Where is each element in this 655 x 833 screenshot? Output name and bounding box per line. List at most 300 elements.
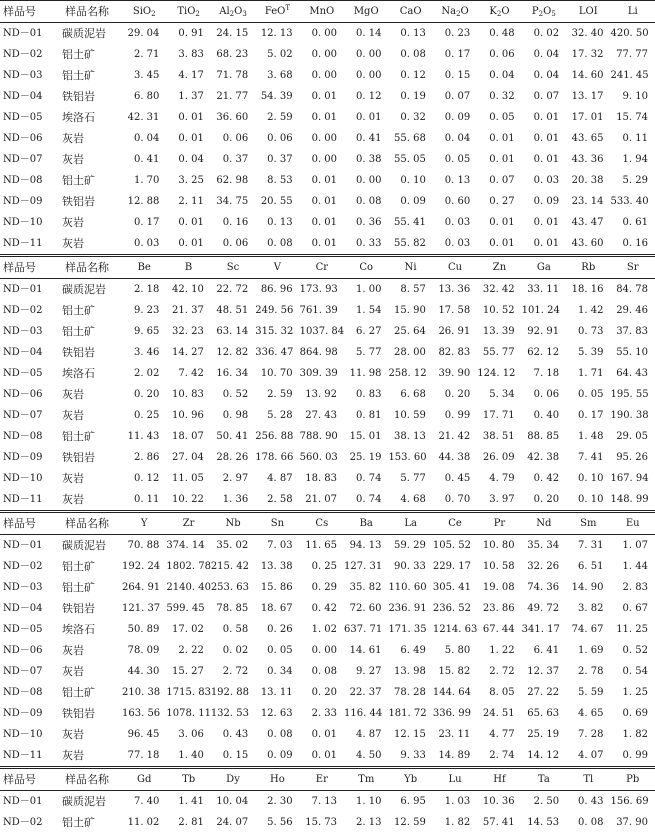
value-cell: 236. 91 bbox=[388, 603, 427, 614]
value-cell: 19. 08 bbox=[482, 582, 515, 593]
column-header: SiO$_2$ bbox=[122, 1, 166, 23]
value-cell: 84. 78 bbox=[616, 284, 648, 295]
value-cell: 2. 78 bbox=[578, 666, 604, 677]
sample-id: ND－05 bbox=[3, 368, 43, 379]
value-cell: 55. 10 bbox=[616, 347, 648, 358]
value-cell: 3. 45 bbox=[133, 70, 160, 81]
value-cell: 90. 33 bbox=[394, 561, 426, 572]
value-cell: 192. 24 bbox=[122, 561, 161, 572]
value-cell: 6. 27 bbox=[355, 326, 382, 337]
value-cell: 0. 01 bbox=[178, 133, 204, 144]
value-cell: 153. 60 bbox=[388, 452, 427, 463]
value-cell: 34. 75 bbox=[216, 196, 249, 207]
value-cell: 2. 30 bbox=[267, 796, 293, 807]
value-cell: 38. 13 bbox=[394, 431, 426, 442]
value-cell: 5. 39 bbox=[578, 347, 604, 358]
value-cell: 64. 43 bbox=[616, 368, 648, 379]
value-cell: 7. 40 bbox=[133, 796, 160, 807]
value-cell: 0. 05 bbox=[267, 645, 293, 656]
value-cell: 1. 41 bbox=[178, 796, 204, 807]
value-cell: 38. 51 bbox=[482, 431, 515, 442]
value-cell: 7. 41 bbox=[578, 452, 604, 463]
value-cell: 6. 51 bbox=[578, 561, 604, 572]
column-header: 样品号 bbox=[0, 1, 52, 23]
value-cell: 15. 86 bbox=[260, 582, 293, 593]
table-row bbox=[0, 65, 655, 86]
sample-id: ND－10 bbox=[3, 473, 43, 484]
value-cell: 67. 44 bbox=[482, 624, 515, 635]
value-cell: 0. 04 bbox=[178, 154, 204, 165]
value-cell: 101. 24 bbox=[521, 305, 560, 316]
value-cell: 35. 82 bbox=[349, 582, 382, 593]
value-cell: 374. 14 bbox=[166, 540, 205, 551]
column-header: Nb bbox=[211, 512, 255, 535]
value-cell: 68. 23 bbox=[216, 49, 249, 60]
value-cell: 13. 17 bbox=[571, 91, 604, 102]
value-cell: 49. 72 bbox=[527, 603, 560, 614]
value-cell: 42. 31 bbox=[127, 112, 160, 123]
value-cell: 0. 43 bbox=[578, 796, 604, 807]
sample-name: 铁铝岩 bbox=[62, 602, 95, 615]
table-row bbox=[0, 724, 655, 745]
value-cell: 2. 72 bbox=[489, 666, 515, 677]
column-header: Sn bbox=[255, 512, 299, 535]
value-cell: 32. 23 bbox=[172, 326, 204, 337]
value-cell: 533. 40 bbox=[610, 196, 649, 207]
sample-name: 铝土矿 bbox=[62, 816, 95, 829]
value-cell: 59. 29 bbox=[394, 540, 426, 551]
table-row bbox=[0, 703, 655, 724]
value-cell: 32. 42 bbox=[482, 284, 515, 295]
sample-id: ND－04 bbox=[3, 603, 43, 614]
column-header: Li bbox=[610, 1, 655, 23]
value-cell: 0. 01 bbox=[311, 217, 338, 228]
value-cell: 0. 91 bbox=[178, 28, 204, 39]
value-cell: 0. 01 bbox=[311, 91, 338, 102]
value-cell: 1037. 84 bbox=[299, 326, 345, 337]
value-cell: 25. 19 bbox=[349, 452, 382, 463]
value-cell: 15. 27 bbox=[172, 666, 204, 677]
value-cell: 88. 85 bbox=[527, 431, 560, 442]
column-header: Tm bbox=[344, 768, 388, 791]
value-cell: 78. 09 bbox=[127, 645, 160, 656]
value-cell: 28. 00 bbox=[394, 347, 426, 358]
value-cell: 124. 12 bbox=[477, 368, 516, 379]
sample-name: 铁铝岩 bbox=[62, 346, 95, 359]
value-cell: 178. 66 bbox=[255, 452, 294, 463]
sample-id: ND－08 bbox=[3, 687, 43, 698]
value-cell: 0. 01 bbox=[311, 238, 338, 249]
value-cell: 2. 71 bbox=[133, 49, 160, 60]
sample-id: ND－04 bbox=[3, 91, 43, 102]
column-header: Co bbox=[344, 256, 388, 279]
value-cell: 0. 03 bbox=[133, 238, 160, 249]
value-cell: 210. 38 bbox=[122, 687, 161, 698]
value-cell: 0. 09 bbox=[400, 196, 426, 207]
value-cell: 14. 61 bbox=[349, 645, 382, 656]
value-cell: 0. 99 bbox=[444, 410, 471, 421]
column-header: Hf bbox=[477, 768, 521, 791]
table-row bbox=[0, 212, 655, 233]
value-cell: 0. 41 bbox=[133, 154, 160, 165]
value-cell: 74. 67 bbox=[571, 624, 604, 635]
sample-name: 铝土矿 bbox=[62, 48, 95, 61]
value-cell: 78. 28 bbox=[394, 687, 426, 698]
value-cell: 0. 58 bbox=[222, 624, 249, 635]
value-cell: 0. 32 bbox=[400, 112, 426, 123]
column-header: B bbox=[166, 256, 210, 279]
value-cell: 35. 34 bbox=[527, 540, 560, 551]
table-row bbox=[0, 279, 655, 301]
value-cell: 43. 65 bbox=[571, 133, 604, 144]
header-row bbox=[0, 1, 655, 23]
sample-id: ND－11 bbox=[3, 750, 43, 761]
value-cell: 11. 25 bbox=[616, 624, 648, 635]
value-cell: 10. 04 bbox=[216, 796, 249, 807]
value-cell: 14. 89 bbox=[438, 750, 471, 761]
value-cell: 0. 99 bbox=[622, 750, 648, 761]
column-header: MnO bbox=[300, 1, 344, 23]
value-cell: 18. 83 bbox=[305, 473, 338, 484]
value-cell: 78. 85 bbox=[216, 603, 249, 614]
value-cell: 5. 80 bbox=[444, 645, 471, 656]
value-cell: 1. 54 bbox=[355, 305, 382, 316]
value-cell: 7. 13 bbox=[311, 796, 338, 807]
sample-id: ND－01 bbox=[3, 796, 43, 807]
value-cell: 0. 69 bbox=[622, 708, 648, 719]
value-cell: 1. 07 bbox=[622, 540, 648, 551]
sample-name: 碳质泥岩 bbox=[62, 539, 106, 552]
value-cell: 7. 03 bbox=[267, 540, 293, 551]
value-cell: 54. 39 bbox=[260, 91, 293, 102]
value-cell: 0. 01 bbox=[489, 133, 515, 144]
value-cell: 148. 99 bbox=[610, 494, 649, 505]
value-cell: 1. 37 bbox=[178, 91, 204, 102]
sample-id: ND－07 bbox=[3, 154, 43, 165]
value-cell: 0. 00 bbox=[355, 175, 382, 186]
sample-name: 铁铝岩 bbox=[62, 90, 95, 103]
value-cell: 5. 29 bbox=[622, 175, 648, 186]
value-cell: 0. 08 bbox=[400, 49, 426, 60]
sample-name: 埃洛石 bbox=[62, 111, 95, 124]
value-cell: 5. 34 bbox=[489, 389, 515, 400]
value-cell: 190. 38 bbox=[610, 410, 649, 421]
value-cell: 0. 70 bbox=[444, 494, 471, 505]
value-cell: 0. 38 bbox=[355, 154, 382, 165]
value-cell: 9. 27 bbox=[355, 666, 382, 677]
value-cell: 4. 87 bbox=[267, 473, 293, 484]
value-cell: 144. 64 bbox=[432, 687, 472, 698]
value-cell: 1802. 78 bbox=[166, 561, 211, 572]
value-cell: 92. 91 bbox=[527, 326, 560, 337]
value-cell: 77. 77 bbox=[616, 49, 648, 60]
value-cell: 0. 01 bbox=[533, 238, 560, 249]
sample-name: 铝土矿 bbox=[62, 174, 95, 187]
value-cell: 71. 78 bbox=[216, 70, 249, 81]
column-header: $Al_2O_3$ bbox=[211, 1, 255, 23]
table-row bbox=[0, 447, 655, 468]
value-cell: 42. 38 bbox=[527, 452, 560, 463]
value-cell: 9. 23 bbox=[133, 305, 160, 316]
column-header: Eu bbox=[610, 512, 655, 535]
value-cell: 0. 25 bbox=[133, 410, 160, 421]
value-cell: 24. 51 bbox=[482, 708, 515, 719]
value-cell: 44. 30 bbox=[127, 666, 160, 677]
value-cell: 15. 90 bbox=[394, 305, 426, 316]
value-cell: 256. 88 bbox=[255, 431, 294, 442]
value-cell: 173. 93 bbox=[299, 284, 338, 295]
sample-id: ND－02 bbox=[3, 49, 43, 60]
value-cell: 5. 02 bbox=[267, 49, 293, 60]
sample-name: 灰岩 bbox=[62, 216, 84, 229]
value-cell: 17. 32 bbox=[571, 49, 604, 60]
value-cell: 1. 94 bbox=[622, 154, 648, 165]
sample-name: 碳质泥岩 bbox=[62, 795, 106, 808]
value-cell: 171. 35 bbox=[388, 624, 427, 635]
subscript: 2 bbox=[496, 10, 502, 18]
value-cell: 3. 83 bbox=[178, 49, 204, 60]
sample-id: ND－06 bbox=[3, 645, 43, 656]
column-header: Gd bbox=[122, 768, 166, 791]
value-cell: 36. 60 bbox=[216, 112, 249, 123]
value-cell: 181. 72 bbox=[388, 708, 427, 719]
value-cell: 0. 74 bbox=[355, 473, 382, 484]
value-cell: 27. 04 bbox=[172, 452, 204, 463]
value-cell: 0. 73 bbox=[578, 326, 604, 337]
value-cell: 15. 73 bbox=[305, 817, 338, 828]
value-cell: 25. 19 bbox=[527, 729, 560, 740]
value-cell: 0. 19 bbox=[400, 91, 426, 102]
value-cell: 6. 41 bbox=[533, 645, 560, 656]
value-cell: 420. 50 bbox=[610, 28, 649, 39]
value-cell: 0. 67 bbox=[622, 603, 648, 614]
value-cell: 0. 00 bbox=[311, 645, 338, 656]
value-cell: 0. 00 bbox=[355, 49, 382, 60]
column-header: Zr bbox=[166, 512, 210, 535]
value-cell: 0. 27 bbox=[489, 196, 515, 207]
value-cell: 48. 51 bbox=[216, 305, 249, 316]
value-cell: 16. 34 bbox=[216, 368, 249, 379]
value-cell: 96. 45 bbox=[127, 729, 160, 740]
sample-name: 埃洛石 bbox=[62, 367, 95, 380]
value-cell: 1. 00 bbox=[355, 284, 382, 295]
value-cell: 0. 98 bbox=[222, 410, 249, 421]
column-header: Tb bbox=[166, 768, 210, 791]
value-cell: 0. 01 bbox=[311, 175, 338, 186]
value-cell: 2140. 40 bbox=[166, 582, 211, 593]
column-header: Cr bbox=[300, 256, 344, 279]
value-cell: 9. 10 bbox=[622, 91, 648, 102]
subscript: 2 bbox=[151, 10, 156, 18]
value-cell: 28. 26 bbox=[216, 452, 249, 463]
value-cell: 1214. 63 bbox=[432, 624, 478, 635]
subscript: 2 bbox=[538, 10, 544, 18]
value-cell: 0. 37 bbox=[267, 154, 293, 165]
value-cell: 10. 36 bbox=[482, 796, 515, 807]
value-cell: 0. 11 bbox=[622, 133, 648, 144]
value-cell: 10. 80 bbox=[482, 540, 515, 551]
value-cell: 132. 53 bbox=[210, 708, 249, 719]
column-header: Y bbox=[122, 512, 166, 535]
sample-id: ND－01 bbox=[3, 28, 43, 39]
value-cell: 1. 42 bbox=[578, 305, 604, 316]
value-cell: 62. 12 bbox=[527, 347, 560, 358]
value-cell: 10. 96 bbox=[172, 410, 204, 421]
table-row bbox=[0, 384, 655, 405]
table-row bbox=[0, 107, 655, 128]
value-cell: 12. 59 bbox=[394, 817, 426, 828]
column-header: Er bbox=[300, 768, 344, 791]
value-cell: 0. 36 bbox=[355, 217, 382, 228]
column-header: Cu bbox=[433, 256, 477, 279]
sample-id: ND－06 bbox=[3, 389, 43, 400]
value-cell: 12. 13 bbox=[260, 28, 293, 39]
sample-name: 碳质泥岩 bbox=[62, 27, 106, 40]
value-cell: 5. 56 bbox=[267, 817, 293, 828]
value-cell: 0. 42 bbox=[311, 603, 338, 614]
column-header: Ta bbox=[522, 768, 566, 791]
value-cell: 15. 74 bbox=[616, 112, 648, 123]
value-cell: 13. 38 bbox=[260, 561, 293, 572]
value-cell: 7. 28 bbox=[578, 729, 604, 740]
value-cell: 236. 52 bbox=[432, 603, 472, 614]
value-cell: 0. 04 bbox=[489, 70, 515, 81]
value-cell: 249. 56 bbox=[255, 305, 294, 316]
value-cell: 10. 83 bbox=[172, 389, 204, 400]
sample-id: ND－04 bbox=[3, 347, 43, 358]
value-cell: 110. 60 bbox=[388, 582, 427, 593]
value-cell: 215. 42 bbox=[210, 561, 249, 572]
value-cell: 32. 40 bbox=[571, 28, 604, 39]
sample-name: 铝土矿 bbox=[62, 581, 95, 594]
value-cell: 0. 03 bbox=[444, 238, 471, 249]
sample-name: 灰岩 bbox=[62, 665, 84, 678]
table-row bbox=[0, 682, 655, 703]
value-cell: 8. 57 bbox=[400, 284, 426, 295]
value-cell: 23. 11 bbox=[438, 729, 471, 740]
value-cell: 1. 70 bbox=[133, 175, 160, 186]
value-cell: 0. 34 bbox=[267, 666, 293, 677]
value-cell: 11. 98 bbox=[349, 368, 382, 379]
value-cell: 33. 11 bbox=[527, 284, 560, 295]
value-cell: 0. 45 bbox=[444, 473, 471, 484]
value-cell: 37. 90 bbox=[616, 817, 648, 828]
value-cell: 2. 11 bbox=[178, 196, 204, 207]
sample-name: 灰岩 bbox=[62, 388, 84, 401]
value-cell: 10. 59 bbox=[394, 410, 426, 421]
subscript: 2 bbox=[456, 10, 461, 18]
value-cell: 309. 39 bbox=[299, 368, 338, 379]
subscript: 5 bbox=[551, 10, 556, 18]
value-cell: 0. 20 bbox=[311, 687, 338, 698]
value-cell: 864. 98 bbox=[299, 347, 338, 358]
value-cell: 95. 26 bbox=[616, 452, 648, 463]
table-row bbox=[0, 233, 655, 254]
column-header: $P_2O_5$ bbox=[522, 1, 566, 23]
value-cell: 1. 82 bbox=[444, 817, 471, 828]
table-row bbox=[0, 170, 655, 191]
value-cell: 0. 33 bbox=[355, 238, 382, 249]
column-header: 样品号 bbox=[0, 256, 52, 279]
table-row bbox=[0, 577, 655, 598]
table-row bbox=[0, 342, 655, 363]
value-cell: 10. 58 bbox=[482, 561, 515, 572]
table-row bbox=[0, 468, 655, 489]
value-cell: 599. 45 bbox=[166, 603, 205, 614]
value-cell: 0. 02 bbox=[222, 645, 249, 656]
value-cell: 6. 49 bbox=[400, 645, 426, 656]
sample-name: 碳质泥岩 bbox=[62, 283, 106, 296]
value-cell: 8. 05 bbox=[489, 687, 515, 698]
sample-id: ND－07 bbox=[3, 410, 43, 421]
value-cell: 14. 90 bbox=[571, 582, 604, 593]
value-cell: 55. 82 bbox=[394, 238, 426, 249]
value-cell: 18. 16 bbox=[571, 284, 604, 295]
subscript: 2 bbox=[229, 10, 235, 18]
value-cell: 0. 09 bbox=[444, 112, 471, 123]
value-cell: 0. 00 bbox=[311, 133, 338, 144]
value-cell: 258. 12 bbox=[388, 368, 427, 379]
value-cell: 0. 20 bbox=[133, 389, 160, 400]
sample-name: 灰岩 bbox=[62, 409, 84, 422]
column-header: 样品名称 bbox=[52, 512, 122, 535]
value-cell: 195. 55 bbox=[610, 389, 649, 400]
value-cell: 13. 92 bbox=[305, 389, 338, 400]
value-cell: 17. 58 bbox=[438, 305, 471, 316]
value-cell: 29. 46 bbox=[616, 305, 648, 316]
value-cell: 62. 98 bbox=[216, 175, 249, 186]
value-cell: 0. 00 bbox=[311, 154, 338, 165]
superscript: T bbox=[285, 4, 291, 12]
sample-name: 铝土矿 bbox=[62, 430, 95, 443]
value-cell: 7. 42 bbox=[178, 368, 204, 379]
sample-id: ND－02 bbox=[3, 305, 43, 316]
value-cell: 44. 38 bbox=[438, 452, 471, 463]
value-cell: 12. 88 bbox=[127, 196, 160, 207]
table-row bbox=[0, 812, 655, 833]
value-cell: 1. 02 bbox=[311, 624, 338, 635]
value-cell: 2. 33 bbox=[311, 708, 338, 719]
value-cell: 0. 01 bbox=[311, 750, 338, 761]
value-cell: 0. 05 bbox=[489, 112, 515, 123]
value-cell: 1. 48 bbox=[578, 431, 604, 442]
value-cell: 5. 28 bbox=[267, 410, 293, 421]
value-cell: 0. 01 bbox=[533, 133, 560, 144]
value-cell: 4. 77 bbox=[489, 729, 515, 740]
sample-id: ND－07 bbox=[3, 666, 43, 677]
value-cell: 0. 01 bbox=[311, 196, 338, 207]
value-cell: 0. 23 bbox=[444, 28, 471, 39]
column-header: Ba bbox=[344, 512, 388, 535]
column-header: Ga bbox=[522, 256, 566, 279]
value-cell: 0. 10 bbox=[400, 175, 426, 186]
value-cell: 7. 31 bbox=[578, 540, 604, 551]
value-cell: 15. 82 bbox=[438, 666, 471, 677]
value-cell: 305. 41 bbox=[432, 582, 472, 593]
value-cell: 86. 96 bbox=[260, 284, 293, 295]
sample-name: 铁铝岩 bbox=[62, 451, 95, 464]
value-cell: 26. 91 bbox=[438, 326, 471, 337]
value-cell: 82. 83 bbox=[438, 347, 471, 358]
table-row bbox=[0, 489, 655, 510]
value-cell: 2. 97 bbox=[222, 473, 249, 484]
value-cell: 0. 07 bbox=[444, 91, 471, 102]
value-cell: 9. 65 bbox=[133, 326, 160, 337]
value-cell: 0. 15 bbox=[444, 70, 471, 81]
value-cell: 3. 97 bbox=[489, 494, 515, 505]
column-header: LOI bbox=[566, 1, 610, 23]
value-cell: 0. 02 bbox=[533, 28, 560, 39]
